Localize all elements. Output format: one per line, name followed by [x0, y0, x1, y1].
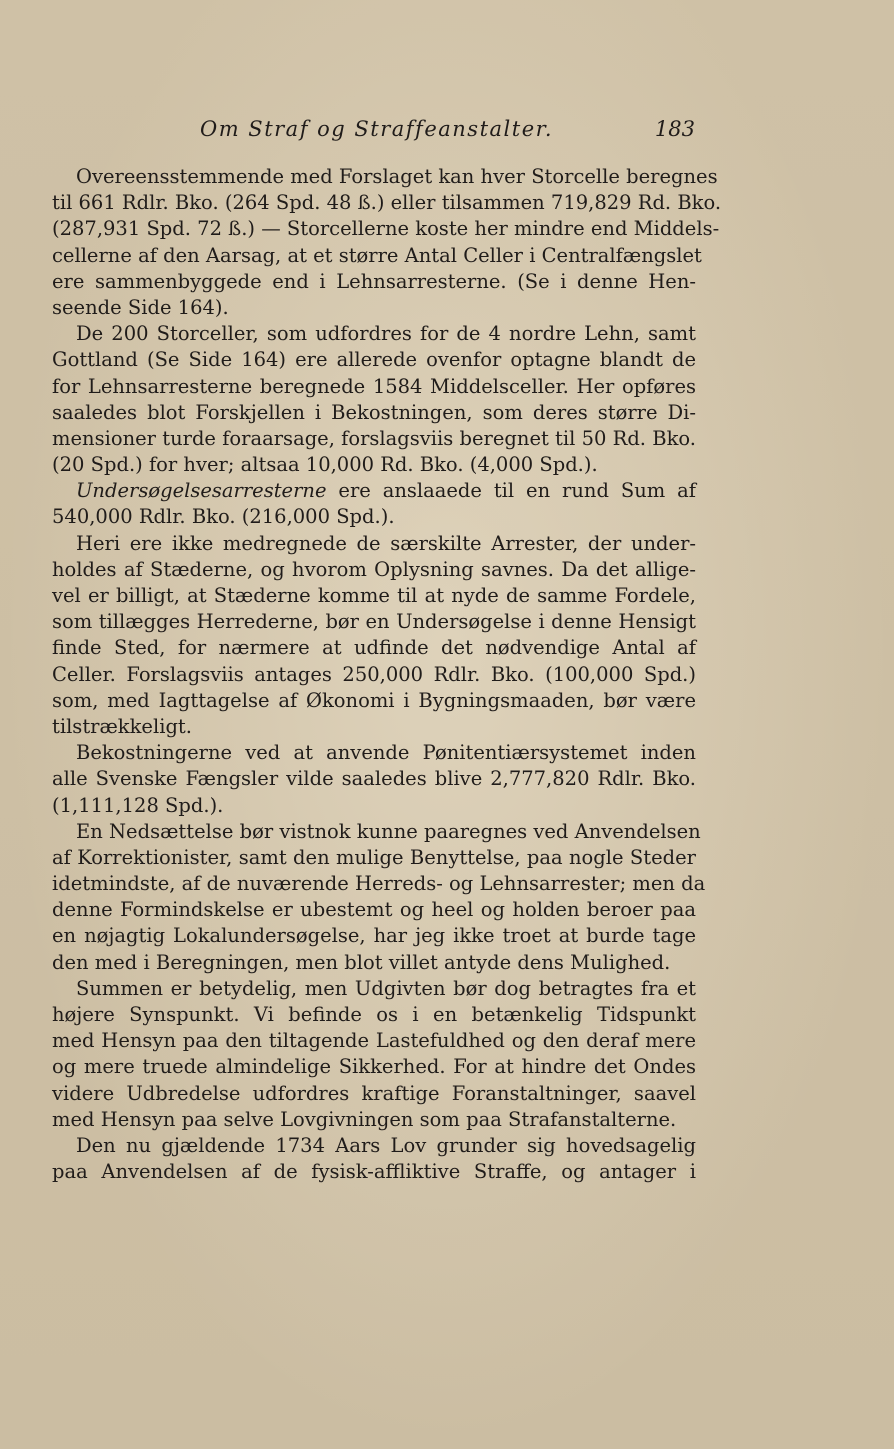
text-line: tilstrækkeligt.: [52, 714, 192, 738]
text-line: som, med Iagttagelse af Økonomi i Bygningsmaaden, bør være: [52, 688, 696, 712]
text-line-rest: ere anslaaede til en rund Sum af: [326, 479, 696, 503]
text-line: som tillægges Herrederne, bør en Undersøgelse i denne Hensigt: [52, 610, 696, 634]
text-line: videre Udbredelse udfordres kraftige Foranstaltninger, saavel: [52, 1081, 696, 1105]
text-line: for Lehnsarresterne beregnede 1584 Middelsceller. Her opføres: [52, 374, 696, 398]
body-text: [52, 164, 722, 1185]
text-line: Den nu gjældende 1734 Aars Lov grunder sig hovedsagelig: [76, 1133, 696, 1157]
text-line: Overeensstemmende med Forslaget kan hver Storcelle beregnes: [76, 165, 718, 188]
text-line: holdes af Stæderne, og hvorom Oplysning savnes. Da det allige-: [52, 557, 696, 581]
text-line: [52, 478, 696, 504]
text-line: Summen er betydelig, men Udgivten bør dog betragtes fra et: [76, 976, 696, 1000]
text-line: af Korrektionister, samt den mulige Benyttelse, paa nogle Steder: [52, 845, 696, 869]
text-line: og mere truede almindelige Sikkerhed. For at hindre det Ondes: [52, 1055, 696, 1079]
text-line: Heri ere ikke medregnede de særskilte Arrester, der under-: [76, 531, 696, 555]
text-line: (20 Spd.) for hver; altsaa 10,000 Rd. Bko. (4,000 Spd.).: [52, 453, 598, 477]
text-line: finde Sted, for nærmere at udfinde det nødvendige Antal af: [52, 636, 696, 660]
text-line: En Nedsættelse bør vistnok kunne paaregnes ved Anvendelsen: [76, 819, 701, 843]
text-line: Celler. Forslagsviis antages 250,000 Rdlr. Bko. (100,000 Spd.): [52, 662, 696, 686]
text-line: idetmindste, af de nuværende Herreds- og Lehnsarrester; men da: [52, 872, 706, 896]
text-line: 540,000 Rdlr. Bko. (216,000 Spd.).: [52, 505, 395, 529]
text-line: paa Anvendelsen af de fysisk-affliktive Straffe, og antager i: [52, 1160, 696, 1184]
text-line: alle Svenske Fængsler vilde saaledes blive 2,777,820 Rdlr. Bko.: [52, 767, 696, 791]
page-header: [200, 117, 695, 147]
text-line: cellerne af den Aarsag, at et større Antal Celler i Centralfængslet: [52, 243, 702, 267]
text-line: denne Formindskelse er ubestemt og heel og holden beroer paa: [52, 898, 696, 922]
text-line: (1,111,128 Spd.).: [52, 793, 224, 817]
italic-term: Undersøgelsesarresterne: [76, 479, 327, 503]
text-line: med Hensyn paa selve Lovgivningen som paa Strafanstalterne.: [52, 1107, 677, 1131]
text-line: De 200 Storceller, som udfordres for de 4 nordre Lehn, samt: [76, 322, 696, 346]
text-line: højere Synspunkt. Vi befinde os i en betænkelig Tidspunkt: [52, 1003, 696, 1026]
text-line: den med i Beregningen, men blot villet antyde dens Mulighed.: [52, 950, 671, 974]
text-line: en nøjagtig Lokalundersøgelse, har jeg ikke troet at burde tage: [52, 924, 696, 948]
text-line: mensioner turde foraarsage, forslagsviis beregnet til 50 Rd. Bko.: [52, 426, 696, 450]
text-line: seende Side 164).: [52, 295, 229, 319]
text-line: ere sammenbyggede end i Lehnsarresterne. (Se i denne Hen-: [52, 269, 696, 293]
text-line: vel er billigt, at Stæderne komme til at nyde de samme Fordele,: [52, 584, 696, 607]
page-number: 183: [654, 117, 695, 141]
text-line: Gottland (Se Side 164) ere allerede ovenfor optagne blandt de: [52, 348, 696, 372]
running-title: Om Straf og Straffeanstalter.: [200, 117, 554, 141]
text-line: (287,931 Spd. 72 ß.) — Storcellerne koste her mindre end Middels-: [52, 217, 720, 241]
text-line: Bekostningerne ved at anvende Pønitentiærsystemet inden: [76, 741, 696, 765]
text-line: saaledes blot Forskjellen i Bekostningen, som deres større Di-: [52, 400, 696, 424]
text-line: med Hensyn paa den tiltagende Lastefuldhed og den deraf mere: [52, 1029, 696, 1053]
text-line: til 661 Rdlr. Bko. (264 Spd. 48 ß.) eller tilsammen 719,829 Rd. Bko.: [52, 191, 722, 215]
